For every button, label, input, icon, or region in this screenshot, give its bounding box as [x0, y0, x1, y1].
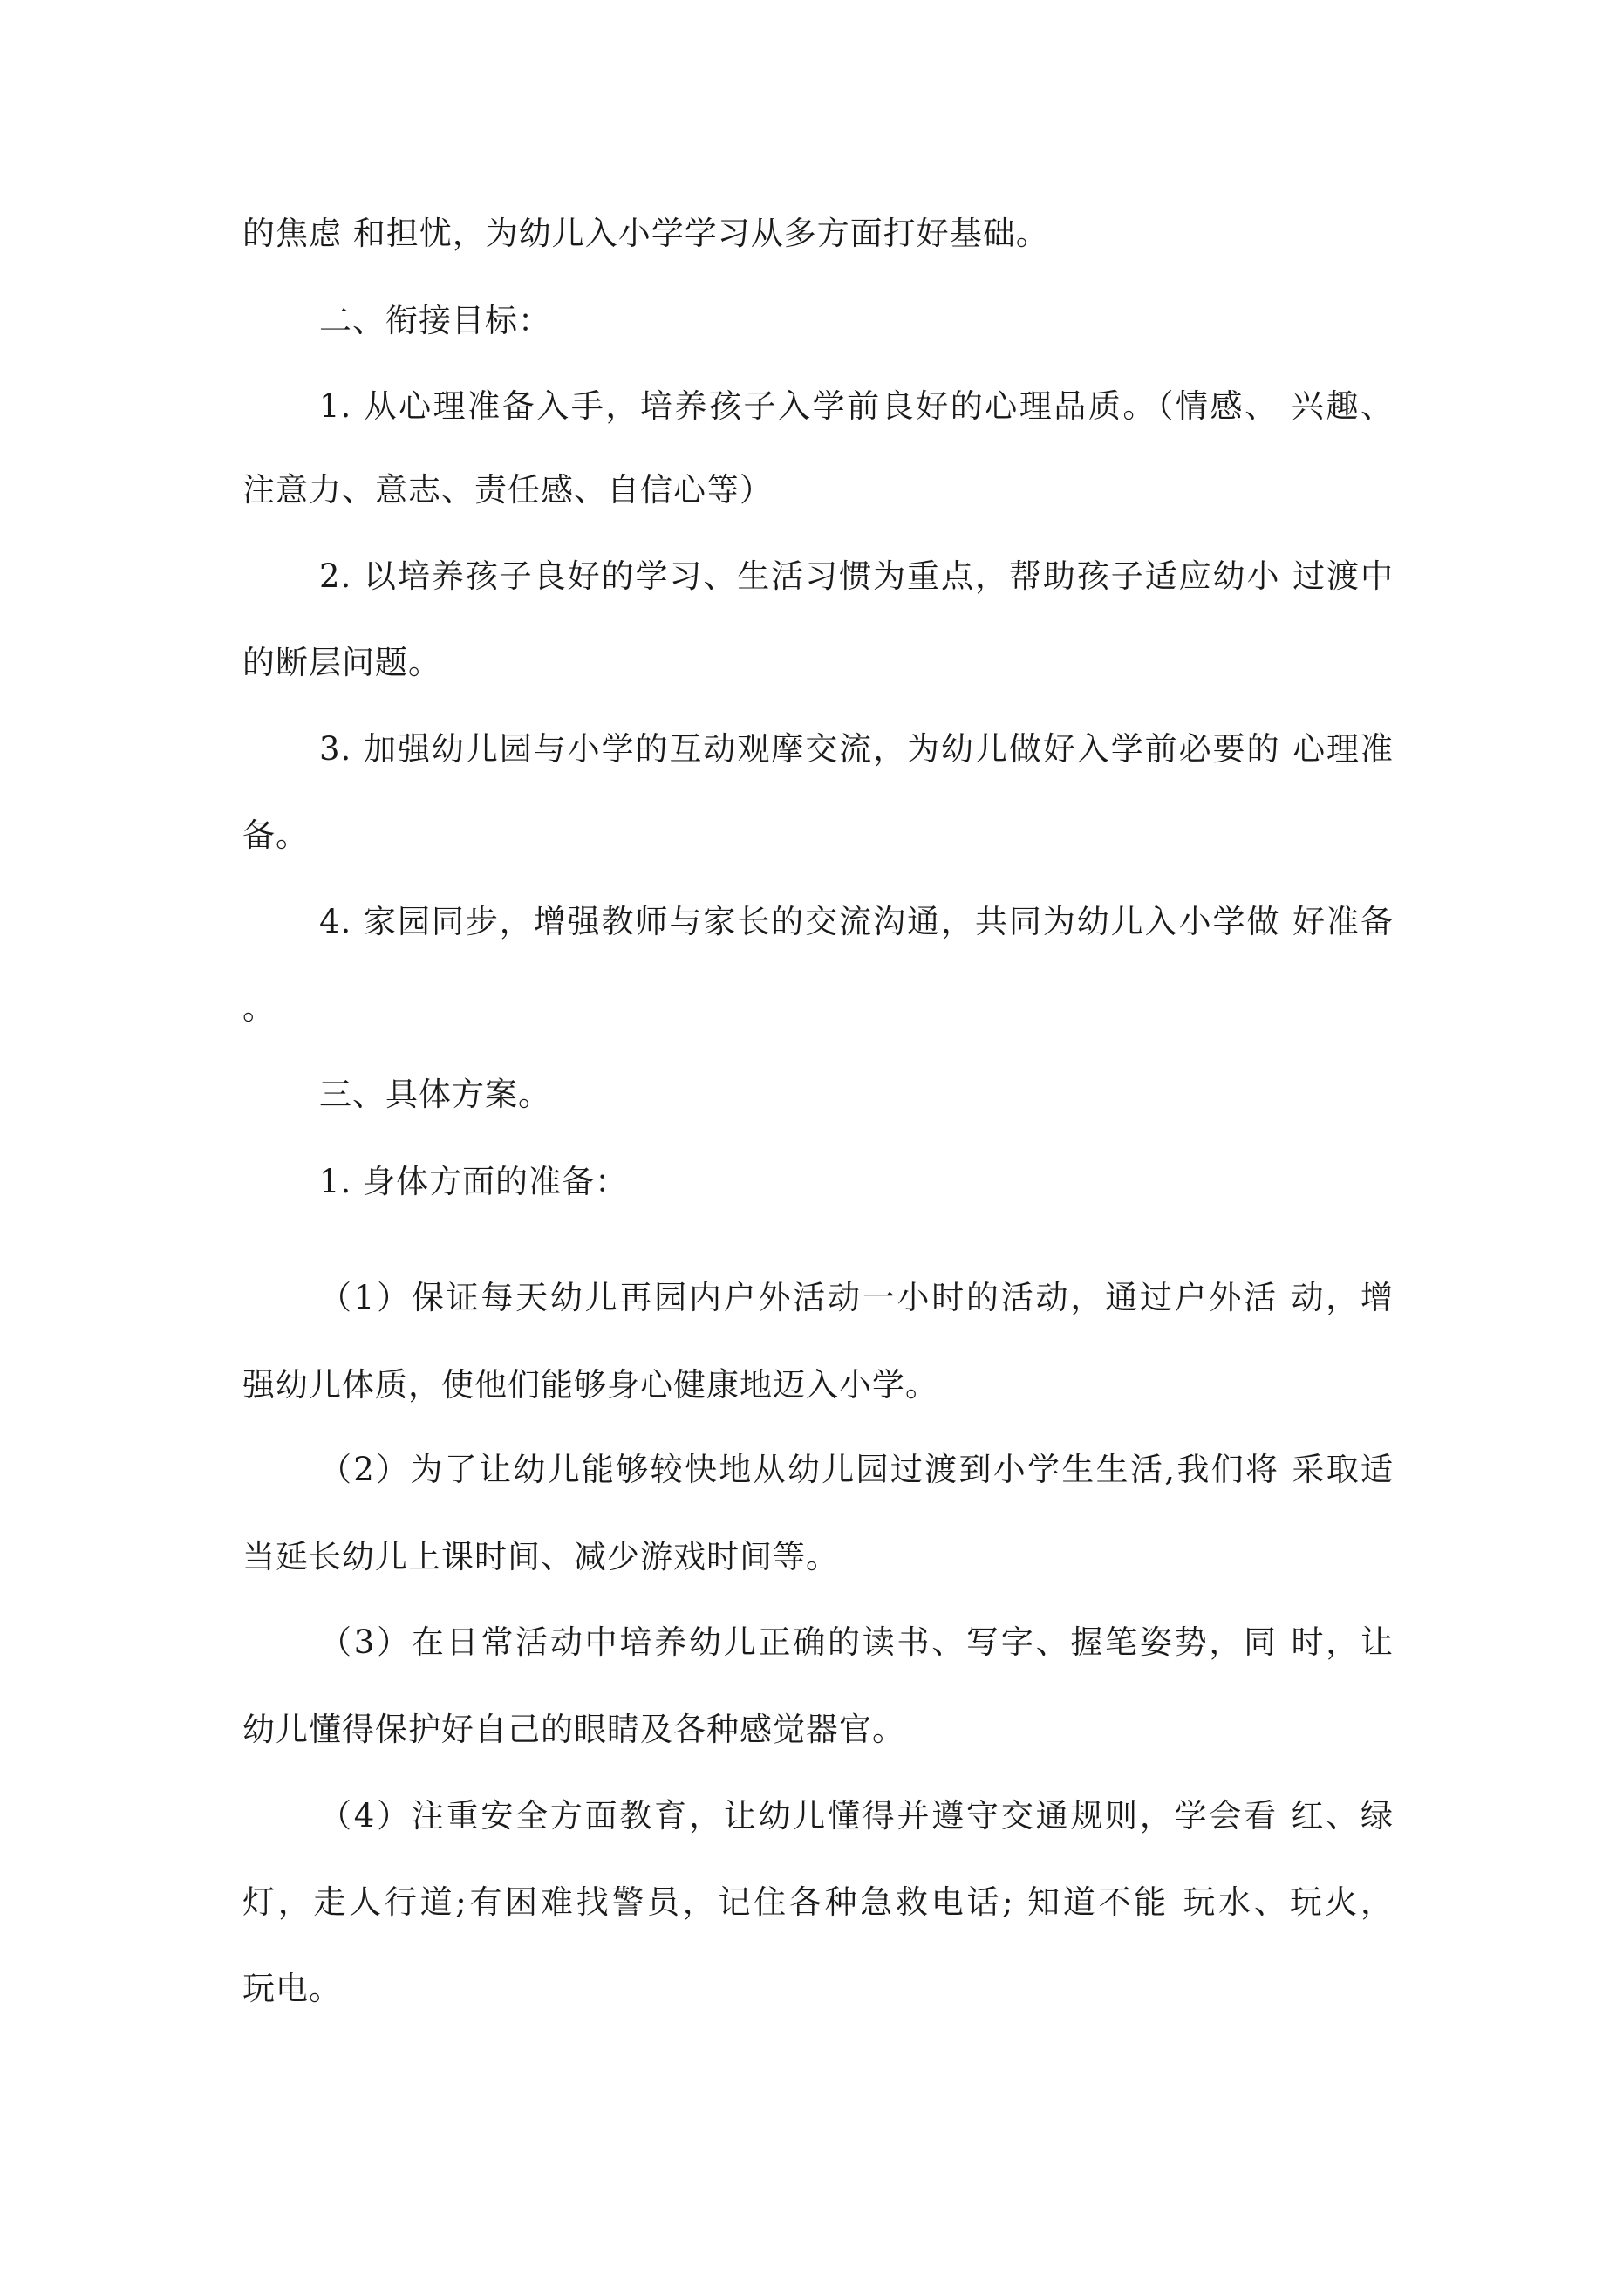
- section-heading-plan: 三、具体方案。: [319, 1076, 551, 1113]
- item-2-line: 当延长幼儿上课时间、减少游戏时间等。: [242, 1538, 839, 1575]
- item-4-line: 灯，走人行道;有困难找警员，记住各种急救电话; 知道不能 玩水、玩火，: [242, 1883, 1394, 1921]
- goal-1-line: 注意力、意志、责任感、自信心等）: [242, 471, 773, 509]
- subheading-physical: 1. 身体方面的准备：: [319, 1163, 629, 1200]
- item-3-line: （3）在日常活动中培养幼儿正确的读书、写字、握笔姿势，同 时，让: [319, 1623, 1394, 1661]
- item-3-line: 幼儿懂得保护好自己的眼睛及各种感觉器官。: [242, 1711, 905, 1748]
- goal-1-line: 1. 从心理准备入手，培养孩子入学前良好的心理品质。（情感、 兴趣、: [319, 387, 1394, 425]
- item-2-line: （2）为了让幼儿能够较快地从幼儿园过渡到小学生生活,我们将 采取适: [319, 1451, 1394, 1488]
- paragraph-line: 的焦虑 和担忧，为幼儿入小学学习从多方面打好基础。: [242, 215, 1049, 252]
- item-4-line: （4）注重安全方面教育，让幼儿懂得并遵守交通规则，学会看 红、绿: [319, 1797, 1394, 1835]
- goal-3-line: 备。: [242, 817, 309, 854]
- goal-2-line: 2. 以培养孩子良好的学习、生活习惯为重点，帮助孩子适应幼小 过渡中: [319, 557, 1394, 595]
- goal-3-line: 3. 加强幼儿园与小学的互动观摩交流，为幼儿做好入学前必要的 心理准: [319, 730, 1394, 768]
- item-1-line: （1）保证每天幼儿再园内户外活动一小时的活动，通过户外活 动，增: [319, 1279, 1394, 1316]
- goal-4-line: 。: [242, 989, 276, 1027]
- goal-4-line: 4. 家园同步，增强教师与家长的交流沟通，共同为幼儿入小学做 好准备: [319, 903, 1394, 940]
- item-4-line: 玩电。: [242, 1970, 342, 2007]
- section-heading-goals: 二、衔接目标：: [319, 302, 551, 339]
- item-1-line: 强幼儿体质，使他们能够身心健康地迈入小学。: [242, 1366, 938, 1404]
- goal-2-line: 的断层问题。: [242, 644, 441, 681]
